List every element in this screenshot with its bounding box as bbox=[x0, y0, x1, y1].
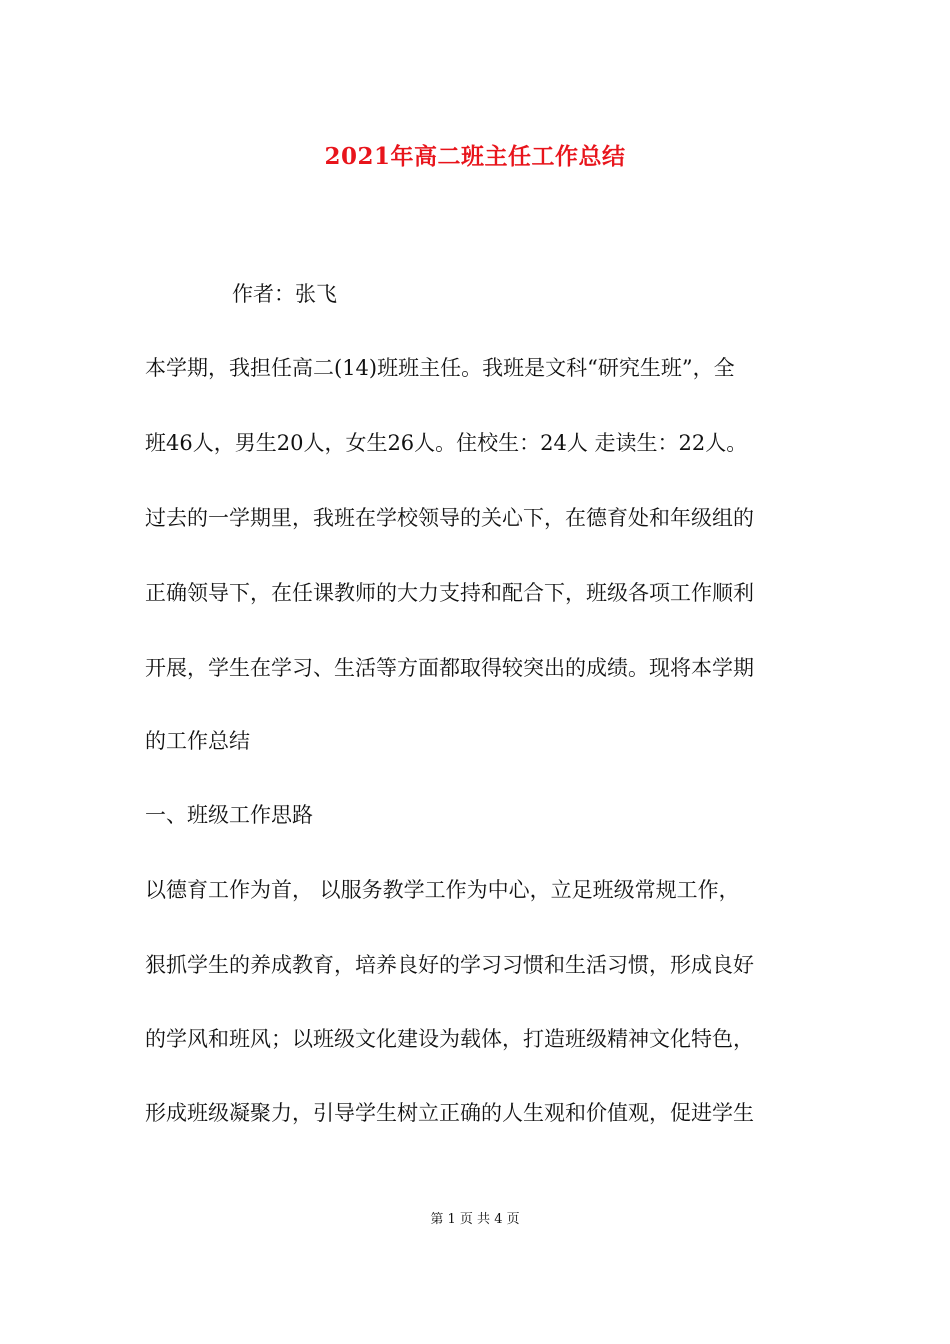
paragraph-line: 形成班级凝聚力，引导学生树立正确的人生观和价值观，促进学生 bbox=[145, 1101, 754, 1125]
paragraph-line: 的工作总结 bbox=[145, 729, 250, 753]
paragraph-line: 的学风和班风；以班级文化建设为载体，打造班级精神文化特色， bbox=[145, 1027, 754, 1051]
paragraph-line: 正确领导下，在任课教师的大力支持和配合下，班级各项工作顺利 bbox=[145, 581, 754, 605]
document-title: 2021年高二班主任工作总结 bbox=[324, 143, 626, 170]
section-heading: 一、班级工作思路 bbox=[145, 803, 313, 827]
paragraph-line: 以德育工作为首， 以服务教学工作为中心，立足班级常规工作， bbox=[145, 878, 740, 902]
page-number-label: 第 1 页 共 4 页 bbox=[430, 1212, 520, 1227]
paragraph-line: 本学期，我担任高二(14)班班主任。我班是文科“研究生班”，全 bbox=[145, 356, 735, 380]
paragraph-line: 班46人，男生20人，女生26人。住校生：24人 走读生：22人。 bbox=[145, 431, 748, 455]
paragraph-line: 开展，学生在学习、生活等方面都取得较突出的成绩。现将本学期 bbox=[145, 656, 754, 680]
paragraph-line: 狠抓学生的养成教育，培养良好的学习习惯和生活习惯，形成良好 bbox=[145, 953, 754, 977]
page-footer bbox=[0, 1208, 950, 1227]
author-line: 作者：张飞 bbox=[232, 282, 337, 306]
paragraph-line: 过去的一学期里，我班在学校领导的关心下，在德育处和年级组的 bbox=[145, 506, 754, 530]
